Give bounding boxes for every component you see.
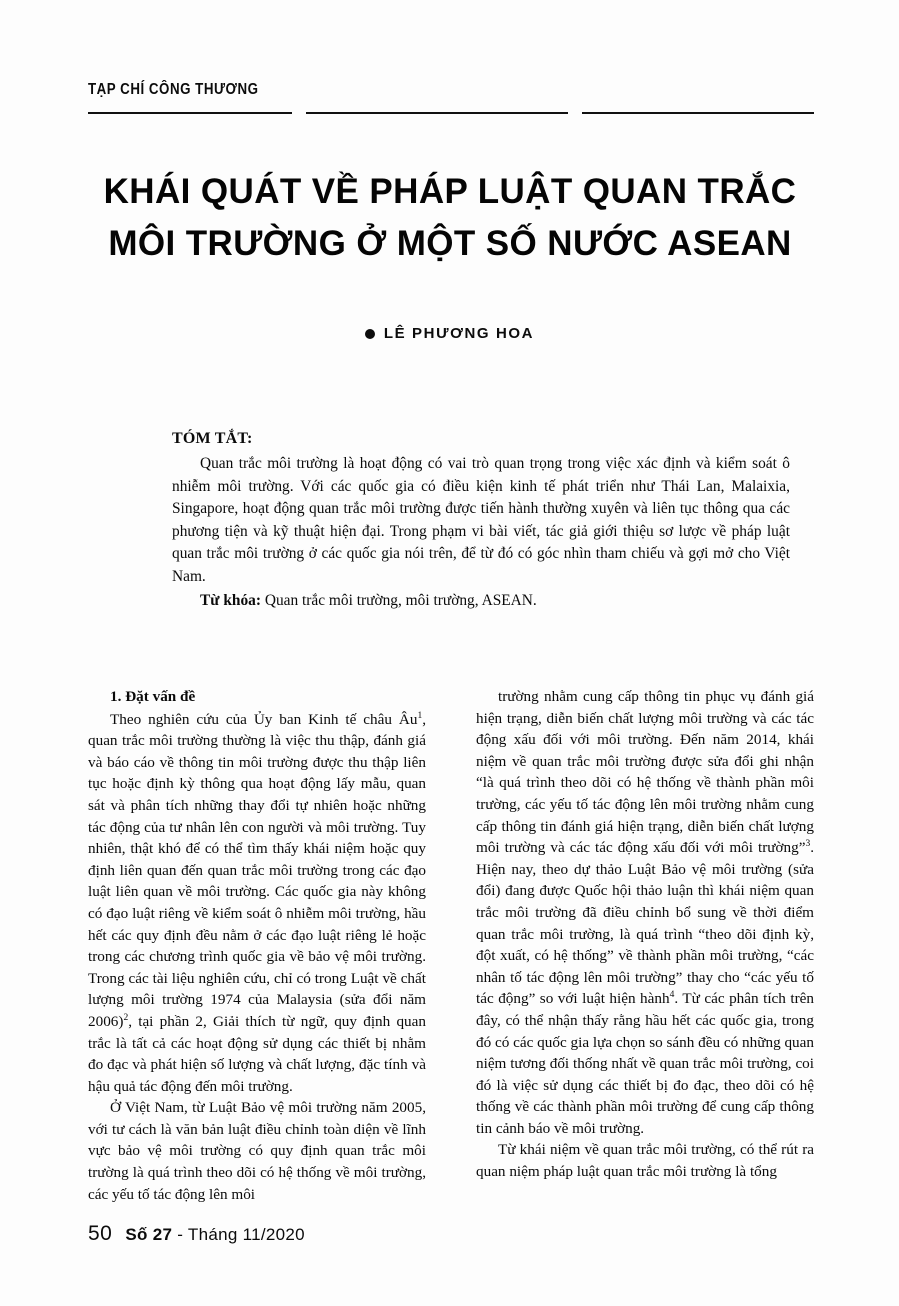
header-rule-group: [88, 112, 814, 114]
abstract-keywords: [172, 590, 790, 613]
issue-date: - Tháng 11/2020: [172, 1225, 305, 1244]
body-column-left: [88, 686, 426, 1205]
journal-masthead: [88, 82, 812, 98]
abstract-block: [172, 430, 790, 612]
right-paragraph-1: [476, 686, 814, 1139]
footnote-ref-1: 1: [417, 710, 423, 721]
right-p1-part-b: . Hiện nay, theo dự thảo Luật Bảo vệ môi trường (sửa đổi) đang được Quốc hội thảo luận thì khái niệm quan trắc môi trường đã điều chỉnh bổ sung về thời điểm quan trắc môi trường, là quá trình “theo dõi định kỳ, đột xuất, có hệ thống” về thành phần môi trường, “các nhân tố tác động lên môi trường” thay cho “các yếu tố tác động” so với luật hiện hành: [476, 839, 814, 1008]
body-columns: [88, 686, 814, 1205]
article-title-line-2: MÔI TRƯỜNG Ở MỘT SỐ NƯỚC ASEAN: [108, 224, 792, 263]
header-rule-segment-2: [306, 112, 568, 114]
left-p1-part-c: , tại phần 2, Giải thích từ ngữ, quy định quan trắc là tất cả các hoạt động sử dụng các thiết bị nhằm đo đạc và phát hiện số lượng và chất lượng, đặc tính và hậu quả tác động đến môi trường.: [88, 1012, 426, 1095]
section-heading-1: 1. Đặt vấn đề: [110, 688, 196, 705]
page-number: 50: [88, 1222, 113, 1245]
left-p1-part-b: , quan trắc môi trường thường là việc thu thập, đánh giá và báo cáo về thông tin môi trường được thu thập liên tục hoặc định kỳ thông qua hoạt động lấy mẫu, quan sát và phân tích những thay đổi tự nhiên hoặc những tác động của tư nhân lên con người và môi trường. Tuy nhiên, thật khó để có thể tìm thấy khái niệm hoặc quy định liên quan đến quan trắc môi trường trong các đạo luật liên quan về môi trường. Các quốc gia này không có đạo luật riêng về kiểm soát ô nhiễm môi trường, hầu hết các quy định đều nằm ở các đạo luật riêng lẻ hoặc trong các chương trình quốc gia về bảo vệ môi trường. Trong các tài liệu nghiên cứu, chỉ có trong Luật về chất lượng môi trường 1974 của Malaysia (sửa đổi năm 2006): [88, 710, 426, 1030]
bullet-icon: [365, 329, 375, 339]
footnote-ref-3: 3: [805, 839, 811, 850]
issue-number: Số 27: [125, 1225, 173, 1244]
author-byline: [0, 325, 899, 342]
keywords-value: Quan trắc môi trường, môi trường, ASEAN.: [260, 591, 537, 609]
left-paragraph-1: [88, 709, 426, 1098]
right-p1-part-c: . Từ các phân tích trên đây, có thể nhận thấy rằng hầu hết các quốc gia, trong đó có các quốc gia lựa chọn so sánh đều có những quan niệm tương đối thống nhất về quan trắc môi trường, coi đó là việc sử dụng các thiết bị đo đạc, theo dõi có hệ thống về các thành phần môi trường để cung cấp thông tin cảnh báo về môi trường.: [476, 990, 814, 1137]
abstract-heading: TÓM TẮT:: [172, 430, 253, 447]
right-paragraph-2: Từ khái niệm về quan trắc môi trường, có thể rút ra quan niệm pháp luật quan trắc môi trường là tổng: [476, 1141, 814, 1181]
article-title: [70, 166, 830, 270]
right-p1-part-a: trường nhằm cung cấp thông tin phục vụ đánh giá hiện trạng, diễn biến chất lượng môi trường và các tác động xấu đối với môi trường. Đến năm 2014, khái niệm về quan trắc môi trường được sửa đổi ghi nhận “là quá trình theo dõi có hệ thống về thành phần môi trường, các yếu tố tác động lên môi trường nhằm cung cấp thông tin đánh giá hiện trạng, diễn biến chất lượng môi trường và các tác động xấu đối với môi trường”: [476, 688, 814, 857]
footnote-ref-2: 2: [123, 1012, 129, 1023]
left-paragraph-2: Ở Việt Nam, từ Luật Bảo vệ môi trường năm 2005, với tư cách là văn bản luật điều chỉnh toàn diện về lĩnh vực bảo vệ môi trường có quy định quan trắc môi trường là quá trình theo dõi có hệ thống về môi trường, các yếu tố tác động lên môi: [88, 1099, 426, 1203]
keywords-label: Từ khóa:: [200, 591, 261, 609]
body-column-right: [476, 686, 814, 1205]
page-footer: [88, 1222, 305, 1246]
issue-line: [125, 1225, 305, 1245]
header-rule-segment-3: [582, 112, 814, 114]
abstract-body: Quan trắc môi trường là hoạt động có vai trò quan trọng trong việc xác định và kiểm soát ô nhiễm môi trường. Với các quốc gia có điều kiện kinh tế phát triển như Thái Lan, Malaixia, Singapore, hoạt động quan trắc môi trường được tiến hành thường xuyên và liên tục thông qua các phương tiện và kỹ thuật hiện đại. Trong phạm vi bài viết, tác giả giới thiệu sơ lược về pháp luật quan trắc môi trường ở các quốc gia nói trên, để từ đó có góc nhìn tham chiếu và gợi mở cho Việt Nam.: [172, 455, 790, 585]
footnote-ref-4: 4: [669, 990, 675, 1001]
article-title-line-1: KHÁI QUÁT VỀ PHÁP LUẬT QUAN TRẮC: [103, 172, 797, 211]
header-rule-segment-1: [88, 112, 292, 114]
journal-name: TẠP CHÍ CÔNG THƯƠNG: [88, 81, 259, 98]
left-p1-part-a: Theo nghiên cứu của Ủy ban Kinh tế châu Âu: [110, 710, 418, 728]
author-name: LÊ PHƯƠNG HOA: [383, 325, 535, 342]
